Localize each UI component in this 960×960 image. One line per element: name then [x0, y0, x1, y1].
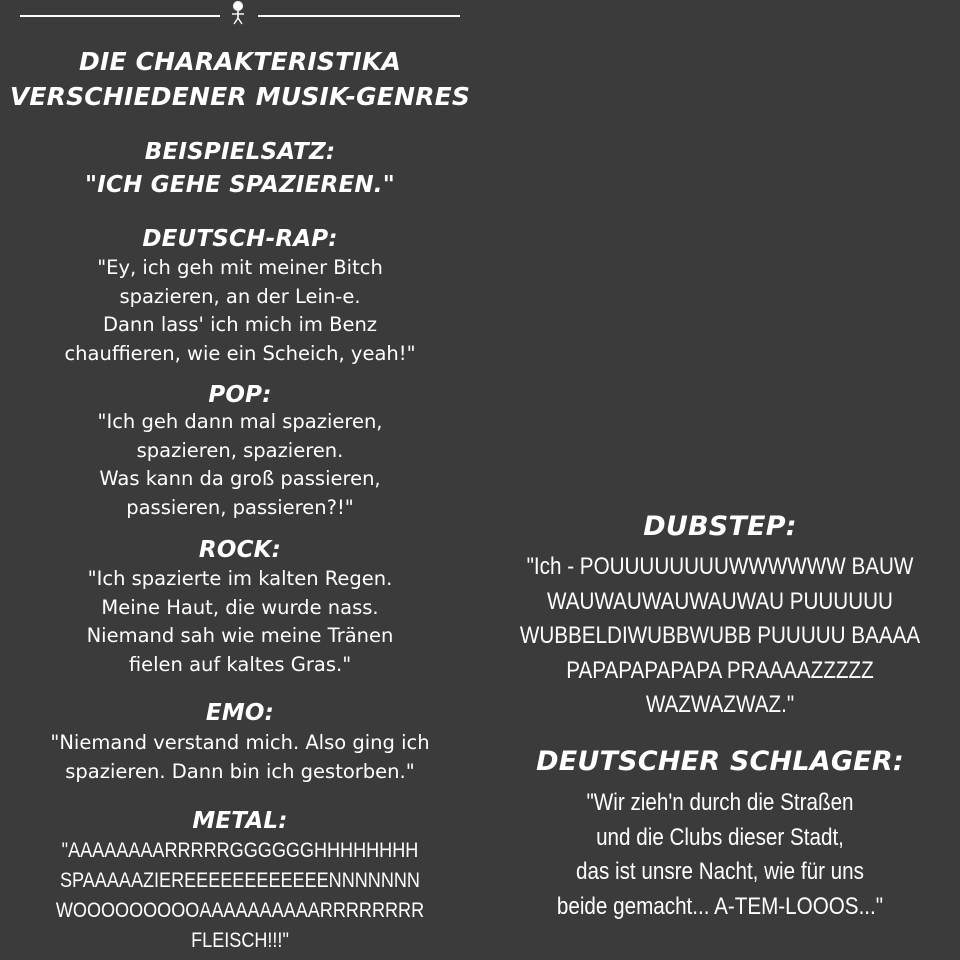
stick-figure-icon	[226, 0, 250, 26]
schlager-heading: DEUTSCHER SCHLAGER:	[536, 746, 904, 777]
example-heading: BEISPIELSATZ:	[144, 139, 336, 165]
example-sentence: "ICH GEHE SPAZIEREN."	[85, 172, 395, 198]
metal-text: "AAAAAAAARRRRRGGGGGGHHHHHHHH SPAAAAAZIEREEEEEEEEEEEENNNNNNN WOOOOOOOOOAAAAAAAAAARRRRRRRR FLEISCH!!!"	[55, 839, 425, 952]
divider-line-left	[20, 15, 220, 17]
pop-text: "Ich geh dann mal spazieren, spazieren, spazieren. Was kann da groß passieren, passieren, passieren?!"	[97, 410, 383, 519]
deutsch-rap-heading: DEUTSCH-RAP:	[142, 226, 338, 252]
divider-line-right	[258, 15, 460, 17]
dubstep-text: "Ich - POUUUUUUUUWWWWWW BAUW WAUWAUWAUWAUWAU PUUUUUU WUBBELDIWUBBWUBB PUUUUU BAAAA PAPAPAPAPAPA PRAAAAZZZZZ WAZWAZWAZ."	[519, 553, 921, 718]
schlager-text: "Wir zieh'n durch die Straßen und die Clubs dieser Stadt, das ist unsre Nacht, wie für uns beide gemacht... A-TEM-LOOOS..."	[556, 789, 884, 920]
emo-heading: EMO:	[205, 700, 275, 726]
deutsch-rap-text: "Ey, ich geh mit meiner Bitch spazieren, an der Lein-e. Dann lass' ich mich im Benz chauffieren, wie ein Scheich, yeah!"	[64, 256, 416, 365]
metal-heading: METAL:	[192, 808, 288, 834]
dubstep-heading: DUBSTEP:	[643, 511, 797, 542]
page-title: DIE CHARAKTERISTIKA VERSCHIEDENER MUSIK-GENRES	[9, 47, 471, 111]
rock-heading: ROCK:	[198, 537, 282, 563]
pop-heading: POP:	[208, 382, 272, 408]
rock-text: "Ich spazierte im kalten Regen. Meine Haut, die wurde nass. Niemand sah wie meine Tränen fielen auf kaltes Gras."	[86, 567, 394, 676]
emo-text: "Niemand verstand mich. Also ging ich spazieren. Dann bin ich gestorben."	[50, 731, 430, 783]
